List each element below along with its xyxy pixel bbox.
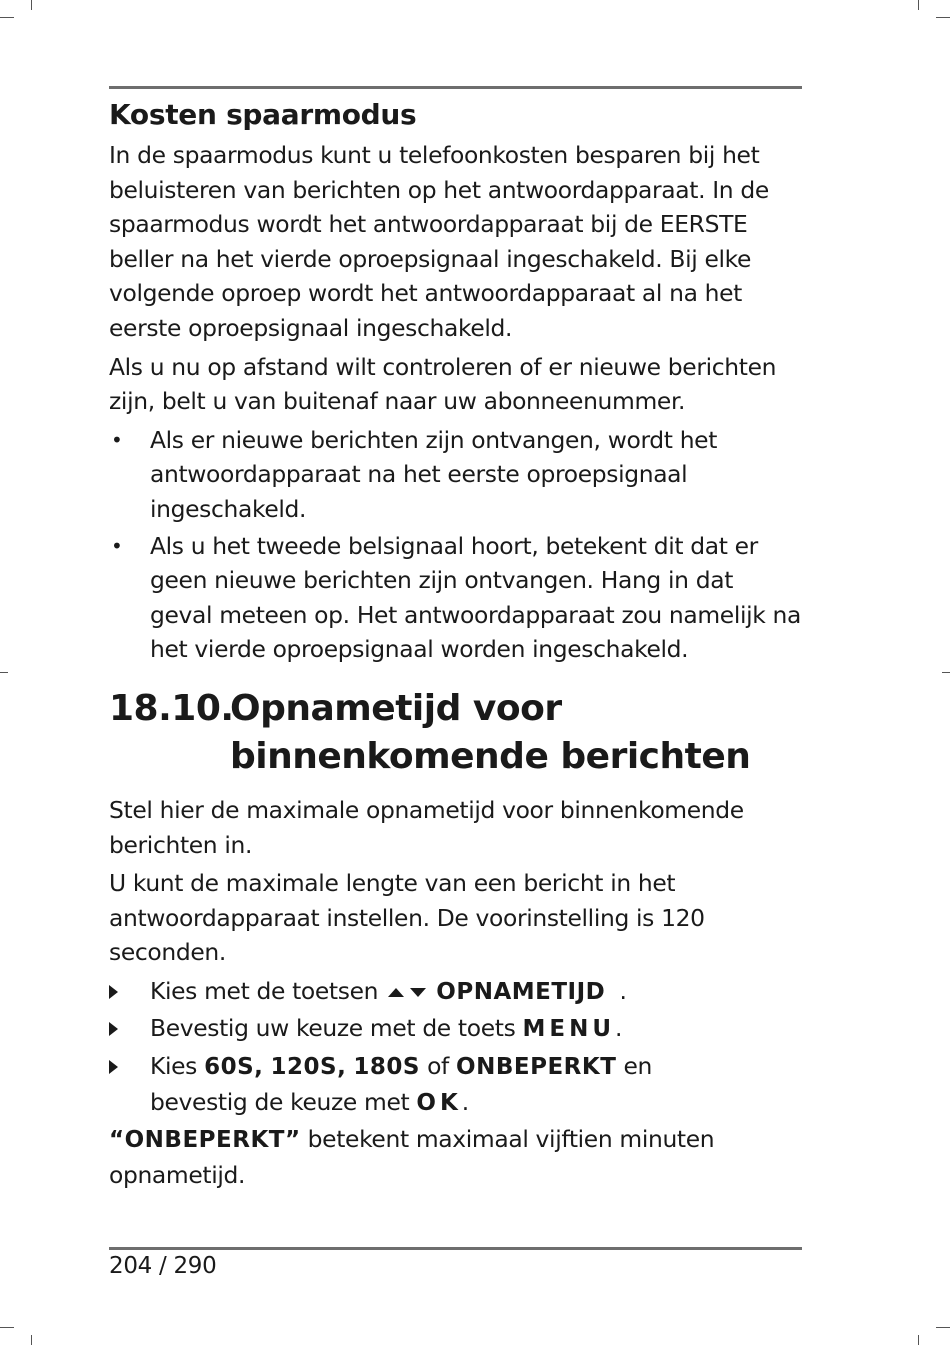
top-rule [109,86,802,89]
crop-mark [936,1327,950,1328]
bullet-icon: • [111,427,123,452]
crop-mark [936,17,950,18]
bullet-icon: • [111,533,123,558]
page-content [109,98,802,1196]
registration-mark [942,672,950,673]
step-text: Kies met de toetsen [150,976,379,1005]
registration-mark [0,672,8,673]
step-arrow-icon [109,1022,118,1036]
page-number: 204 / 290 [109,1253,217,1279]
list-item [109,529,802,667]
step-item [109,1011,802,1047]
step-text: of [427,1052,449,1081]
paragraph: Stel hier de maximale opnametijd voor binnenkomende berichten in. [109,795,744,859]
paragraph: U kunt de maximale lengte van een bericht in het antwoordapparaat instellen. De voorinstelling is 120 seconden. [109,869,705,967]
note-text: betekent maximaal vijftien minuten opnametijd. [109,1125,715,1189]
crop-mark [0,1327,14,1328]
arrow-down-key-icon [410,988,426,997]
bullet-list [109,423,802,667]
display-option: ONBEPERKT [456,1054,617,1081]
step-arrow-icon [109,985,118,999]
key-label: OK [416,1089,462,1116]
bottom-rule [109,1247,802,1250]
list-item [109,423,802,527]
chapter-heading [109,685,802,781]
crop-mark [918,0,919,10]
key-label: MENU [522,1016,616,1043]
display-option: 60S, [204,1054,264,1081]
display-text: “ONBEPERKT” [109,1127,301,1154]
crop-mark [31,1335,32,1345]
step-text: en [623,1052,652,1081]
crop-mark [0,17,14,18]
list-item-text: Als er nieuwe berichten zijn ontvangen, wordt het antwoordapparaat na het eerste oproepsignaal ingeschakeld. [150,425,718,523]
step-list [109,974,802,1120]
paragraph: In de spaarmodus kunt u telefoonkosten besparen bij het beluisteren van berichten op het antwoordapparaat. In de spaarmodus wordt het antwoordapparaat bij de EERSTE beller na het vierde oproepsignaal ingeschakeld. Bij elke volgende oproep wordt het antwoordapparaat al na het eerste oproepsignaal ingeschakeld. [109,141,769,342]
display-text: OPNAMETIJD [436,978,606,1005]
step-text: Bevestig uw keuze met de toets [150,1014,516,1043]
display-option: 180S [353,1054,420,1081]
step-arrow-icon [109,1060,118,1074]
step-text: Kies [150,1052,198,1081]
step-item [109,974,802,1010]
step-end: . [615,1014,623,1043]
section-heading: Kosten spaarmodus [109,98,417,131]
chapter-number: 18.10. [109,687,234,729]
crop-mark [31,0,32,10]
crop-mark [918,1335,919,1345]
step-item [109,1049,802,1120]
chapter-title-line2: binnenkomende berichten [230,735,751,777]
step-text: bevestig de keuze met [150,1087,410,1116]
chapter-title-line1: Opnametijd voor [230,687,562,729]
note-paragraph [109,1122,802,1192]
display-option: 120S, [270,1054,347,1081]
arrow-up-key-icon [388,988,404,997]
step-end: . [461,1087,469,1116]
list-item-text: Als u het tweede belsignaal hoort, betekent dit dat er geen nieuwe berichten zijn ontvangen. Hang in dat geval meteen op. Het antwoordapparaat zou namelijk na het vierde oproepsignaal worden ingeschakeld. [150,531,802,664]
paragraph: Als u nu op afstand wilt controleren of er nieuwe berichten zijn, belt u van buitenaf naar uw abonneenummer. [109,352,777,416]
step-end: . [619,976,627,1005]
